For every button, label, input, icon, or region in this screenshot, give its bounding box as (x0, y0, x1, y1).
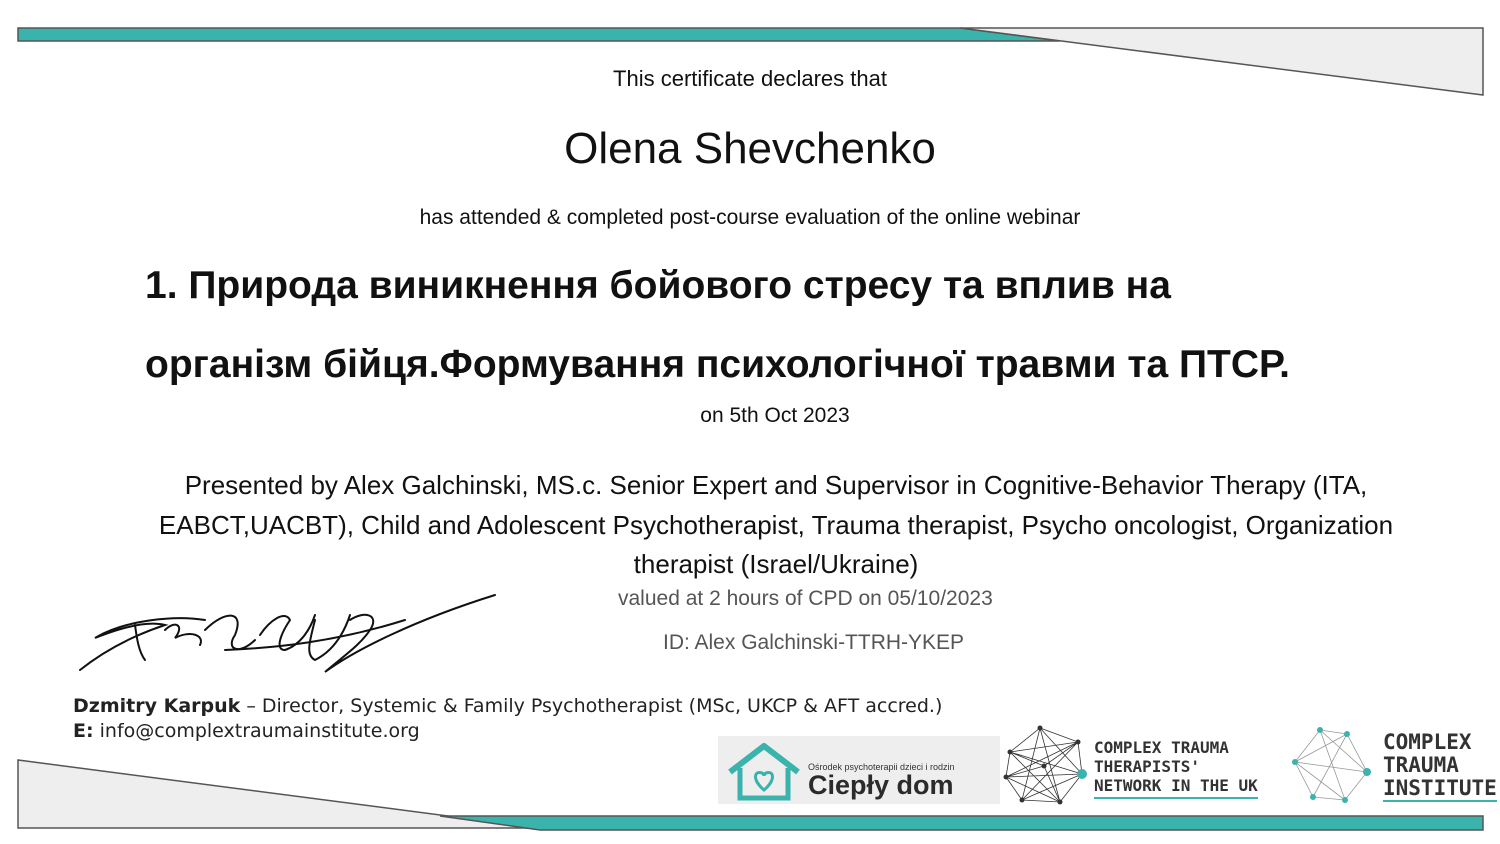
webinar-date: on 5th Oct 2023 (700, 404, 850, 427)
webinar-title-line1: 1. Природа виникнення бойового стресу та вплив на (145, 264, 1171, 307)
cieply-dom-subtitle: Ośrodek psychoterapii dzieci i rodzin (808, 762, 955, 772)
network-line3: NETWORK IN THE UK (1094, 776, 1258, 799)
email-label: E: (73, 720, 94, 742)
institute-line3: INSTITUTE (1383, 776, 1497, 800)
top-accent-bar (18, 28, 1060, 41)
bottom-accent-bar (440, 816, 1483, 830)
network-line2: THERAPISTS' (1094, 757, 1200, 776)
recipient-name: Olena Shevchenko (564, 124, 936, 173)
presenter-text: Presented by Alex Galchinski, MS.c. Senior Expert and Supervisor in Cognitive-Behavior Therapy (ITA, EABCT,UACBT), Child and Adolescent Psychotherapist, Trauma therapist, Psycho oncologist, Organization therapist (Israel/Ukraine) (158, 470, 1394, 579)
attended-text: has attended & completed post-course evaluation of the online webinar (419, 206, 1081, 229)
cpd-value: valued at 2 hours of CPD on 05/10/2023 (618, 587, 993, 610)
institute-line1: COMPLEX (1383, 730, 1472, 754)
email-line (73, 720, 420, 742)
house-heart-icon (724, 740, 804, 802)
cieply-dom-name: Ciepły dom (808, 770, 954, 800)
declares-text: This certificate declares that (613, 66, 887, 91)
webinar-title-line2: організм бійця.Формування психологічної травми та ПТСР. (145, 343, 1290, 386)
signature-image (75, 590, 505, 680)
signatory-role: – Director, Systemic & Family Psychotherapist (MSc, UKCP & AFT accred.) (240, 695, 943, 717)
certificate-id: ID: Alex Galchinski-TTRH-YKEP (663, 631, 965, 654)
network-graph-icon (1000, 722, 1088, 810)
institute-line2: TRAUMA (1383, 753, 1459, 777)
network-line1: COMPLEX TRAUMA (1094, 738, 1229, 757)
email-address[interactable]: info@complextraumainstitute.org (93, 720, 420, 742)
signatory-name: Dzmitry Karpuk (73, 695, 241, 717)
institute-network-icon (1285, 722, 1375, 807)
signatory-line (73, 695, 942, 717)
cieply-dom-logo (718, 736, 1000, 804)
